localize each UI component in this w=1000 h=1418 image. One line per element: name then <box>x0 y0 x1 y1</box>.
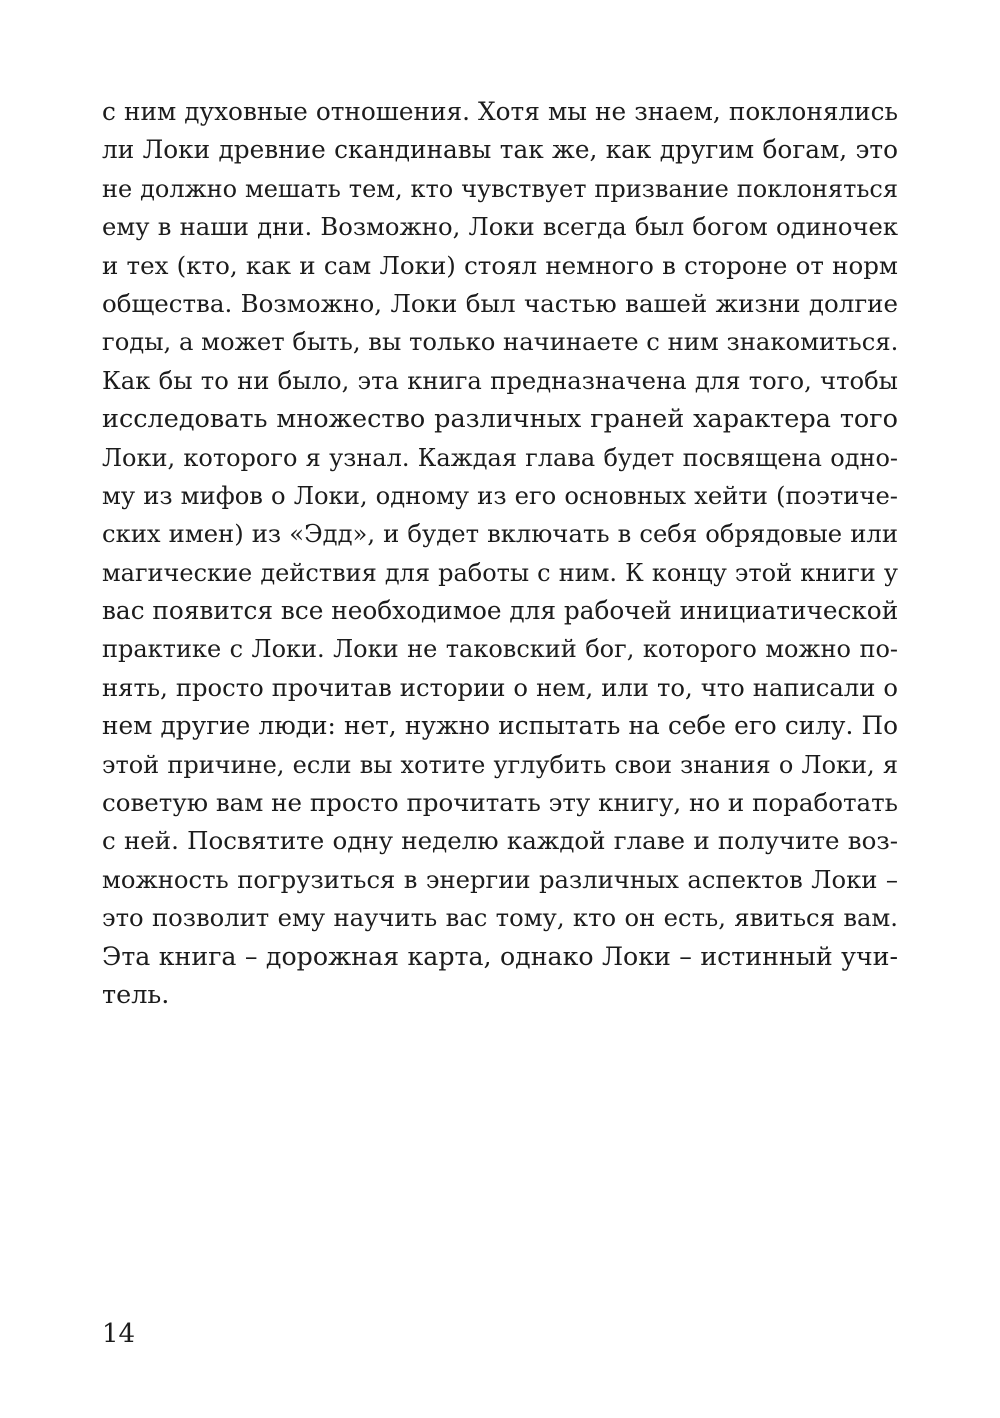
text-line: общества. Возможно, Локи был частью вашей жизни долгие <box>102 288 898 318</box>
text-line: исследовать множество различных граней характера того <box>102 404 898 435</box>
text-line: нять, просто прочитав истории о нем, или то, что написали о <box>102 672 898 702</box>
text-line: му из мифов о Локи, одному из его основных хейти (поэтиче- <box>102 480 898 510</box>
text-line: не должно мешать тем, кто чувствует призвание поклоняться <box>102 174 898 203</box>
text-line: тель. <box>102 979 170 1010</box>
text-line: нем другие люди: нет, нужно испытать на себе его силу. По <box>102 711 898 741</box>
text-line: советую вам не просто прочитать эту книгу, но и поработать <box>102 788 898 818</box>
text-line: и тех (кто, как и сам Локи) стоял немного в стороне от норм <box>102 250 898 280</box>
text-line: Как бы то ни было, эта книга предназначена для того, чтобы <box>102 365 898 395</box>
text-line: ли Локи древние скандинавы так же, как другим богам, это <box>102 135 898 165</box>
text-line: ему в наши дни. Возможно, Локи всегда был богом одиночек <box>102 212 898 242</box>
text-line: Эта книга – дорожная карта, однако Локи – истинный учи- <box>102 941 898 971</box>
body-paragraph <box>102 93 898 1014</box>
text-line: этой причине, если вы хотите углубить свои знания о Локи, я <box>102 750 898 779</box>
text-line: Локи, которого я узнал. Каждая глава будет посвящена одно- <box>102 443 898 472</box>
text-line: можность погрузиться в энергии различных аспектов Локи – <box>102 864 898 894</box>
text-line: с ней. Посвятите одну неделю каждой главе и получите воз- <box>102 826 898 856</box>
text-line: магические действия для работы с ним. К концу этой книги у <box>102 558 898 587</box>
text-line: это позволит ему научить вас тому, кто он есть, явиться вам. <box>102 903 898 933</box>
text-line: ских имен) из «Эдд», и будет включать в себя обрядовые или <box>102 519 898 549</box>
text-line: практике с Локи. Локи не таковский бог, которого можно по- <box>102 635 898 664</box>
text-line: вас появится все необходимое для рабочей инициатической <box>102 596 899 626</box>
text-line: с ним духовные отношения. Хотя мы не знаем, поклонялись <box>102 97 898 126</box>
text-line: годы, а может быть, вы только начинаете с ним знакомиться. <box>102 327 899 357</box>
page-number: 14 <box>102 1319 136 1349</box>
